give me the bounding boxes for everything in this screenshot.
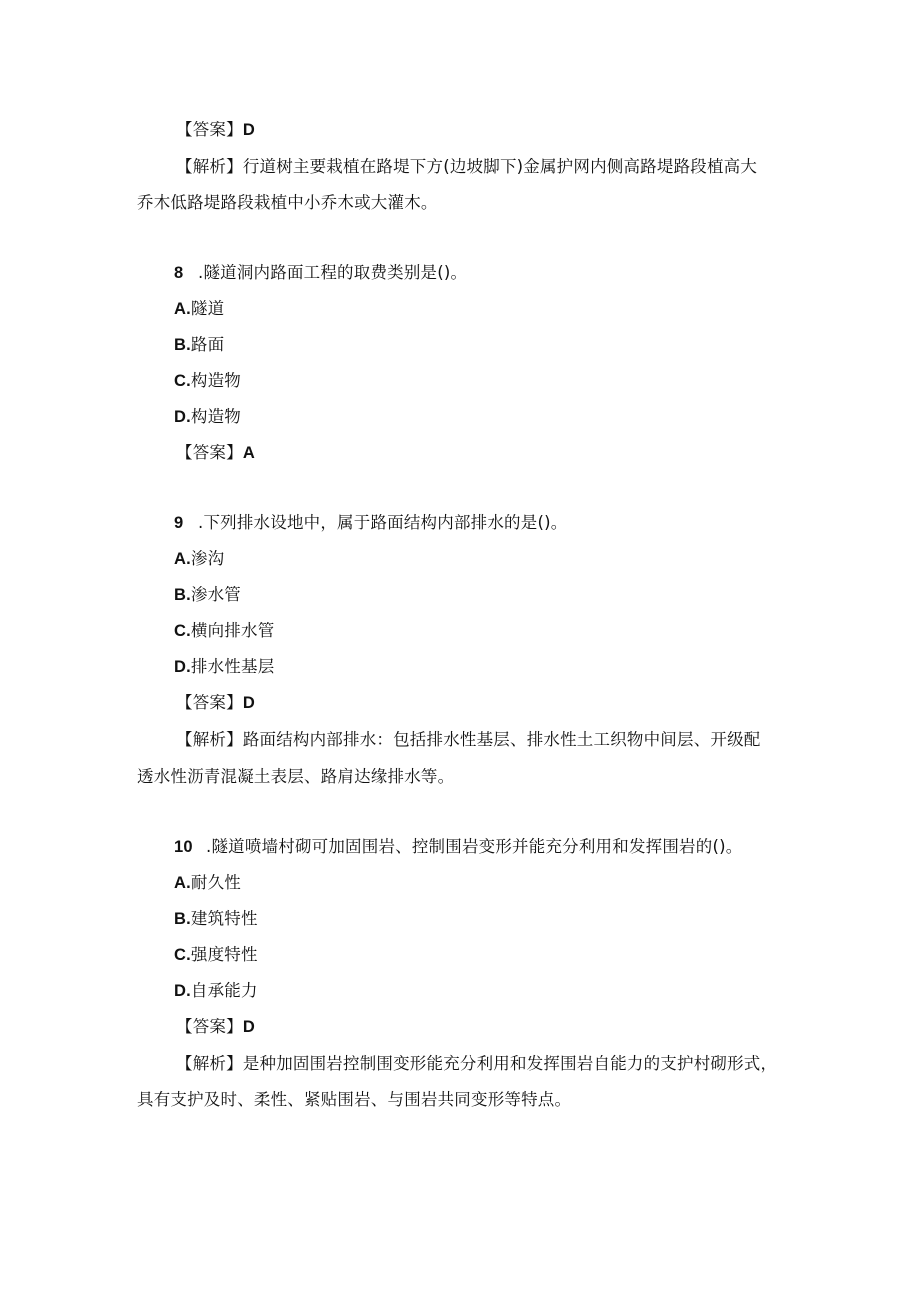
- question-10: [174, 836, 742, 858]
- answer-line: [176, 692, 255, 714]
- option-a: [174, 548, 224, 570]
- option-text: 横向排水管: [190, 621, 275, 640]
- question-text: .隧道洞内路面工程的取费类别是()。: [198, 263, 468, 282]
- option-d: [174, 406, 241, 428]
- answer-line: [176, 442, 255, 464]
- answer-label: 【答案】: [176, 693, 243, 712]
- answer-value: D: [242, 694, 255, 712]
- option-text: 渗水管: [190, 585, 242, 604]
- option-text: 强度特性: [190, 945, 258, 964]
- analysis-line: [176, 1053, 777, 1075]
- option-letter: D.: [174, 982, 191, 1000]
- option-letter: C.: [174, 372, 191, 390]
- analysis-label: 【解析】: [176, 730, 243, 749]
- option-letter: C.: [174, 622, 191, 640]
- option-text: 隧道: [190, 299, 225, 318]
- analysis-continuation: 具有支护及时、柔性、紧贴围岩、与围岩共同变形等特点。: [137, 1090, 572, 1109]
- option-text: 建筑特性: [190, 909, 258, 928]
- option-letter: D.: [174, 658, 191, 676]
- option-d: [174, 980, 258, 1002]
- option-d: [174, 656, 274, 678]
- analysis-text: 行道树主要栽植在路堤下方(边坡脚下)金属护网内侧高路堤路段植高大: [242, 157, 758, 176]
- answer-line: [176, 1016, 255, 1038]
- answer-label: 【答案】: [176, 1017, 243, 1036]
- question-number: 9: [174, 514, 184, 532]
- question-number: 8: [174, 264, 184, 282]
- answer-value: D: [242, 1018, 255, 1036]
- option-a: [174, 872, 241, 894]
- analysis-line: [176, 156, 757, 178]
- option-b: [174, 908, 258, 930]
- option-b: [174, 334, 224, 356]
- analysis-continuation: 乔木低路堤路段栽植中小乔木或大灌木。: [137, 193, 438, 212]
- option-text: 自承能力: [190, 981, 258, 1000]
- question-number: 10: [174, 838, 193, 856]
- analysis-label: 【解析】: [176, 157, 243, 176]
- option-letter: B.: [174, 336, 191, 354]
- question-text: .下列排水设地中，属于路面结构内部排水的是()。: [198, 513, 568, 532]
- answer-label: 【答案】: [176, 443, 243, 462]
- option-text: 耐久性: [190, 873, 242, 892]
- option-text: 渗沟: [190, 549, 225, 568]
- option-letter: B.: [174, 910, 191, 928]
- answer-value: A: [242, 444, 255, 462]
- option-c: [174, 620, 274, 642]
- option-letter: A.: [174, 874, 191, 892]
- question-8: [174, 262, 467, 284]
- option-c: [174, 370, 241, 392]
- option-b: [174, 584, 241, 606]
- analysis-text: 是种加固围岩控制围变形能充分利用和发挥围岩自能力的支护村砌形式，: [242, 1054, 778, 1073]
- answer-line: [176, 119, 255, 141]
- option-text: 排水性基层: [190, 657, 275, 676]
- option-letter: C.: [174, 946, 191, 964]
- question-9: [174, 512, 567, 534]
- option-letter: A.: [174, 550, 191, 568]
- option-letter: A.: [174, 300, 191, 318]
- option-letter: B.: [174, 586, 191, 604]
- analysis-line: [176, 729, 761, 751]
- answer-label: 【答案】: [176, 120, 243, 139]
- analysis-continuation: 透水性沥青混凝土表层、路肩达缘排水等。: [137, 767, 455, 786]
- analysis-label: 【解析】: [176, 1054, 243, 1073]
- option-text: 构造物: [190, 407, 242, 426]
- option-letter: D.: [174, 408, 191, 426]
- option-text: 路面: [190, 335, 225, 354]
- option-text: 构造物: [190, 371, 242, 390]
- question-text: .隧道喷墙村砌可加固围岩、控制围岩变形并能充分利用和发挥围岩的()。: [206, 837, 743, 856]
- analysis-text: 路面结构内部排水：包括排水性基层、排水性土工织物中间层、开级配: [242, 730, 761, 749]
- option-c: [174, 944, 258, 966]
- answer-value: D: [242, 121, 255, 139]
- option-a: [174, 298, 224, 320]
